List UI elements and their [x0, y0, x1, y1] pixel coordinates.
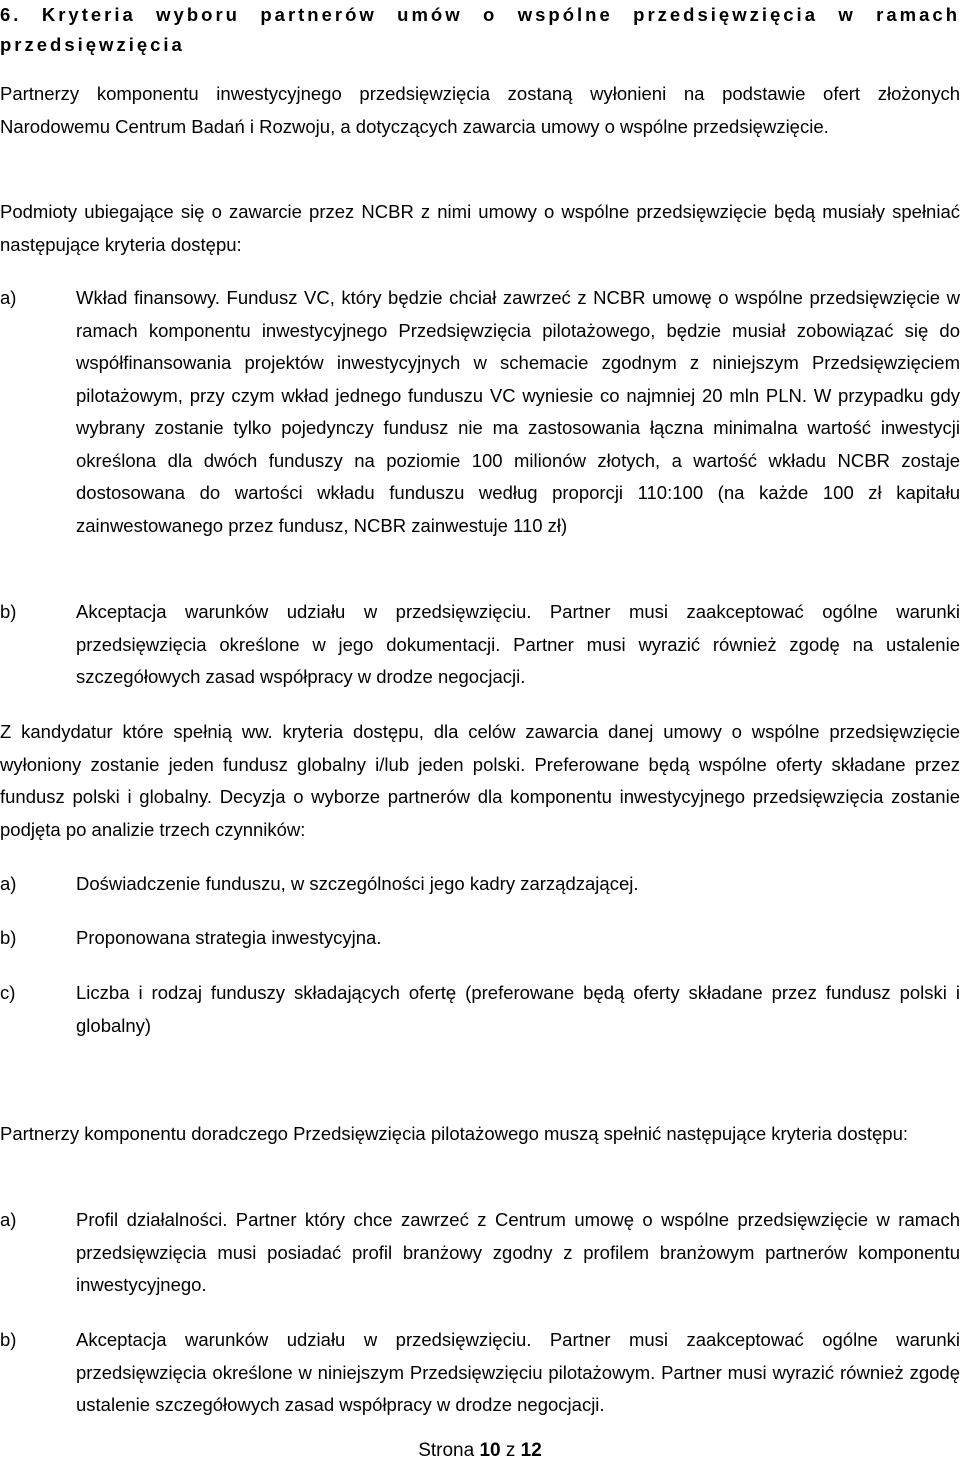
list-marker: a) — [0, 1209, 17, 1230]
section-heading — [0, 0, 960, 60]
selection-paragraph: Z kandydatur które spełnią ww. kryteria dostępu, dla celów zawarcia danej umowy o wspólne przedsięwzięcie wyłoniony zostanie jeden fundusz globalny i/lub jeden polski. Preferowane będą wspólne oferty składane przez fundusz polski i globalny. Decyzja o wyborze partnerów dla komponentu inwestycyjnego przedsięwzięcia zostanie podjęta po analizie trzech czynników: — [0, 721, 960, 840]
total-pages-number: 12 — [520, 1440, 542, 1461]
list-marker: b) — [0, 1329, 17, 1350]
list-item-text: Akceptacja warunków udziału w przedsięwzięciu. Partner musi zaakceptować ogólne warunki przedsięwzięcia określone w niniejszym Przedsięwzięciu pilotażowym. Partner musi wyrazić również zgodę ustalenie szczegółowych zasad współpracy w drodze negocjacji. — [76, 1329, 960, 1415]
page-separator: z — [505, 1440, 516, 1461]
section-number: 6. — [0, 4, 22, 25]
list-item-text: Wkład finansowy. Fundusz VC, który będzie chciał zawrzeć z NCBR umowę o wspólne przedsięwzięcie w ramach komponentu inwestycyjnego Przedsięwzięcia pilotażowego, będzie musiał zobowiązać się do współfinansowania projektów inwestycyjnych w schemacie zgodnym z niniejszym Przedsięwzięciem pilotażowym, przy czym wkład jednego funduszu VC wyniesie co najmniej 20 mln PLN. W przypadku gdy wybrany zostanie tylko pojedynczy fundusz nie ma zastosowania łączna minimalna wartość inwestycji określona dla dwóch funduszy na poziomie 100 milionów złotych, a wartość wkładu NCBR zostaje dostosowana do wartości wkładu funduszu według proporcji 110:100 (na każde 100 zł kapitału zainwestowanego przez fundusz, NCBR zainwestuje 110 zł) — [76, 287, 960, 536]
page-label: Strona — [418, 1440, 475, 1461]
list-item-text: Proponowana strategia inwestycyjna. — [76, 927, 382, 948]
list-marker: a) — [0, 873, 17, 894]
intro-paragraph-1: Partnerzy komponentu inwestycyjnego przedsięwzięcia zostaną wyłonieni na podstawie ofert złożonych Narodowemu Centrum Badań i Rozwoju, a dotyczących zawarcia umowy o wspólne przedsięwzięcie. — [0, 83, 960, 137]
list-marker: b) — [0, 927, 17, 948]
current-page-number: 10 — [479, 1440, 501, 1461]
list-marker: a) — [0, 287, 17, 308]
advisory-paragraph: Partnerzy komponentu doradczego Przedsięwzięcia pilotażowego muszą spełnić następujące kryteria dostępu: — [0, 1123, 909, 1144]
page-footer — [0, 1438, 960, 1464]
list-item-text: Profil działalności. Partner który chce zawrzeć z Centrum umowę o wspólne przedsięwzięcie w ramach przedsięwzięcia musi posiadać profil branżowy zgodny z profilem branżowym partnerów komponentu inwestycyjnego. — [76, 1209, 960, 1295]
list-marker: c) — [0, 982, 16, 1003]
list-item-text: Doświadczenie funduszu, w szczególności jego kadry zarządzającej. — [76, 873, 639, 894]
list-item-text: Akceptacja warunków udziału w przedsięwzięciu. Partner musi zaakceptować ogólne warunki przedsięwzięcia określone w jego dokumentacji. Partner musi wyrazić również zgodę na ustalenie szczegółowych zasad współpracy w drodze negocjacji. — [76, 601, 960, 687]
intro-paragraph-2: Podmioty ubiegające się o zawarcie przez NCBR z nimi umowy o wspólne przedsięwzięcie będą musiały spełniać następujące kryteria dostępu: — [0, 201, 960, 255]
list-item-text: Liczba i rodzaj funduszy składających ofertę (preferowane będą oferty składane przez fundusz polski i globalny) — [76, 982, 960, 1036]
section-title: Kryteria wyboru partnerów umów o wspólne przedsięwzięcia w ramach przedsięwzięcia — [0, 4, 960, 55]
list-marker: b) — [0, 601, 17, 622]
